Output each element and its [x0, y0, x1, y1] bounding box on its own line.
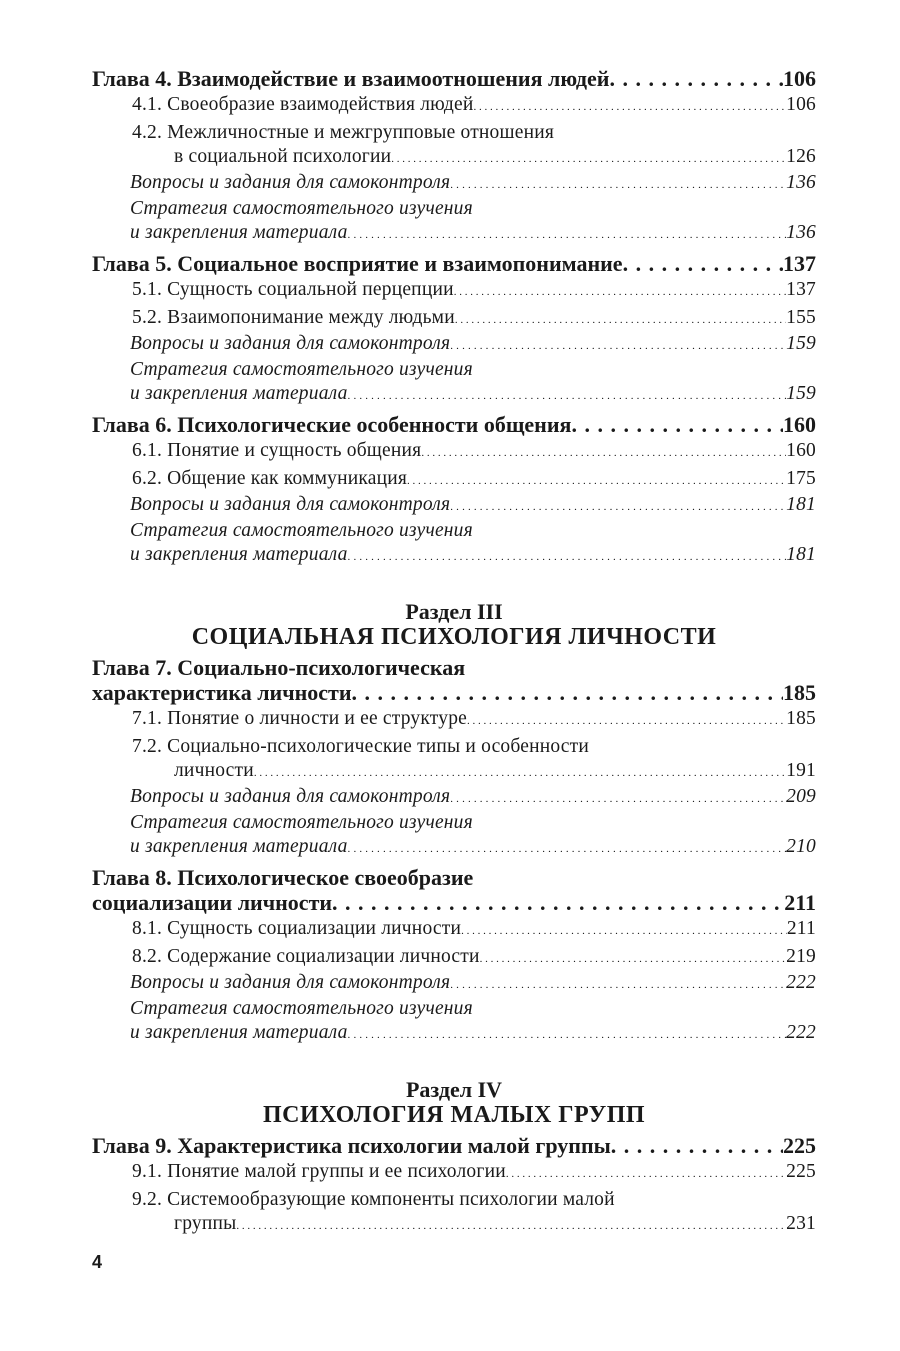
toc-section-entry[interactable]: [92, 121, 816, 171]
entry-page-number: 225: [783, 1133, 816, 1158]
toc-section-entry[interactable]: [92, 467, 816, 493]
toc-section-entry[interactable]: [92, 93, 816, 119]
entry-title: и закрепления материала: [130, 544, 348, 565]
entry-title: 7.1. Понятие о личности и ее структуре: [132, 708, 467, 729]
entry-title: Глава 5. Социальное восприятие и взаимопонимание: [92, 251, 623, 276]
entry-page-number: 136: [786, 172, 816, 193]
entry-page-number: 126: [786, 146, 816, 167]
dot-leader: [348, 1023, 787, 1047]
entry-title: Вопросы и задания для самоконтроля: [130, 972, 451, 993]
entry-page-number: 185: [783, 680, 816, 705]
entry-page-number: 211: [786, 918, 816, 939]
entry-page-number: 106: [786, 94, 816, 115]
part-title: ПСИХОЛОГИЯ МАЛЫХ ГРУПП: [262, 1102, 646, 1128]
entry-title: Стратегия самостоятельного изучения: [130, 998, 473, 1019]
entry-page-number: 175: [786, 468, 816, 489]
entry-title: Стратегия самостоятельного изучения: [130, 359, 473, 380]
toc-section-entry[interactable]: [92, 707, 816, 733]
entry-title: 5.2. Взаимопонимание между людьми: [132, 307, 455, 328]
dot-leader: [450, 173, 786, 197]
part-number: Раздел III: [405, 599, 503, 624]
entry-page-number: 231: [786, 1213, 816, 1234]
toc-study-entry[interactable]: [92, 785, 816, 811]
toc-chapter-entry[interactable]: [92, 412, 816, 437]
dot-leader: [332, 890, 784, 915]
entry-page-number: 211: [784, 890, 816, 915]
entry-title: и закрепления материала: [130, 1022, 348, 1043]
toc-chapter-entry[interactable]: [92, 251, 816, 276]
entry-title: и закрепления материала: [130, 836, 348, 857]
toc-chapter-entry[interactable]: [92, 655, 816, 705]
toc-section-entry[interactable]: [92, 306, 816, 332]
toc-study-entry[interactable]: [92, 519, 816, 569]
dot-leader: [611, 1133, 783, 1158]
entry-title: характеристика личности: [92, 680, 352, 705]
dot-leader: [254, 761, 786, 785]
dot-leader: [348, 384, 787, 408]
entry-title: личности: [174, 760, 254, 781]
dot-leader: [236, 1214, 786, 1238]
entry-title: Глава 4. Взаимодействие и взаимоотношения людей: [92, 66, 610, 91]
entry-title: и закрепления материала: [130, 222, 348, 243]
entry-title: 4.1. Своеобразие взаимодействия людей: [132, 94, 474, 115]
entry-title: Стратегия самостоятельного изучения: [130, 198, 473, 219]
toc-study-entry[interactable]: [92, 971, 816, 997]
entry-title: 9.1. Понятие малой группы и ее психологии: [132, 1161, 506, 1182]
toc-section-entry[interactable]: [92, 1160, 816, 1186]
dot-leader: [480, 947, 787, 971]
toc-study-entry[interactable]: [92, 171, 816, 197]
entry-page-number: 185: [786, 708, 816, 729]
entry-title: социализации личности: [92, 890, 333, 915]
entry-page-number: 181: [786, 544, 816, 565]
toc-chapter-entry[interactable]: [92, 865, 816, 915]
entry-title: Вопросы и задания для самоконтроля: [130, 494, 451, 515]
entry-page-number: 136: [786, 222, 816, 243]
part-title: СОЦИАЛЬНАЯ ПСИХОЛОГИЯ ЛИЧНОСТИ: [191, 624, 717, 650]
dot-leader: [348, 545, 787, 569]
entry-title: Глава 6. Психологические особенности общения: [92, 412, 572, 437]
entry-title: Глава 9. Характеристика психологии малой группы: [92, 1133, 611, 1158]
entry-title: группы: [174, 1213, 237, 1234]
part-heading: [92, 599, 816, 651]
entry-title: Вопросы и задания для самоконтроля: [130, 333, 451, 354]
entry-title: Стратегия самостоятельного изучения: [130, 520, 473, 541]
entry-title: Вопросы и задания для самоконтроля: [130, 786, 451, 807]
entry-page-number: 160: [783, 412, 816, 437]
entry-title: 4.2. Межличностные и межгрупповые отношения: [132, 122, 555, 143]
dot-leader: [450, 787, 786, 811]
dot-leader: [474, 95, 787, 119]
toc-chapter-entry[interactable]: [92, 1133, 816, 1158]
dot-leader: [348, 837, 787, 861]
entry-page-number: 181: [786, 494, 816, 515]
toc-study-entry[interactable]: [92, 997, 816, 1047]
entry-page-number: 222: [786, 1022, 816, 1043]
dot-leader: [450, 334, 786, 358]
entry-page-number: 209: [786, 786, 816, 807]
toc-study-entry[interactable]: [92, 811, 816, 861]
entry-page-number: 159: [786, 333, 816, 354]
entry-page-number: 159: [786, 383, 816, 404]
entry-page-number: 225: [786, 1161, 816, 1182]
dot-leader: [352, 680, 783, 705]
entry-page-number: 191: [786, 760, 816, 781]
dot-leader: [450, 973, 786, 997]
toc-study-entry[interactable]: [92, 358, 816, 408]
toc-section-entry[interactable]: [92, 1188, 816, 1238]
entry-page-number: 106: [783, 66, 816, 91]
entry-title: 6.1. Понятие и сущность общения: [132, 440, 422, 461]
entry-title: в социальной психологии: [174, 146, 392, 167]
dot-leader: [454, 280, 786, 304]
entry-page-number: 137: [783, 251, 816, 276]
entry-title: Глава 8. Психологическое своеобразие: [92, 865, 474, 890]
toc-chapter-entry[interactable]: [92, 66, 816, 91]
entry-page-number: 137: [786, 279, 816, 300]
entry-title: 8.2. Содержание социализации личности: [132, 946, 480, 967]
dot-leader: [506, 1162, 786, 1186]
entry-title: и закрепления материала: [130, 383, 348, 404]
part-heading: [92, 1077, 816, 1129]
entry-title: 5.1. Сущность социальной перцепции: [132, 279, 454, 300]
table-of-contents: [92, 62, 816, 1238]
entry-page-number: 219: [786, 946, 816, 967]
entry-title: Вопросы и задания для самоконтроля: [130, 172, 451, 193]
toc-section-entry[interactable]: [92, 735, 816, 785]
dot-leader: [467, 709, 786, 733]
entry-title: 6.2. Общение как коммуникация: [132, 468, 408, 489]
entry-title: Стратегия самостоятельного изучения: [130, 812, 473, 833]
entry-page-number: 155: [786, 307, 816, 328]
dot-leader: [348, 223, 787, 247]
toc-section-entry[interactable]: [92, 917, 816, 943]
toc-study-entry[interactable]: [92, 332, 816, 358]
entry-page-number: 160: [786, 440, 816, 461]
dot-leader: [571, 412, 783, 437]
toc-study-entry[interactable]: [92, 493, 816, 519]
toc-section-entry[interactable]: [92, 945, 816, 971]
entry-page-number: 210: [786, 836, 816, 857]
dot-leader: [407, 469, 786, 493]
toc-section-entry[interactable]: [92, 278, 816, 304]
dot-leader: [455, 308, 786, 332]
entry-title: 9.2. Системообразующие компоненты психологии малой: [132, 1189, 615, 1210]
entry-page-number: 222: [786, 972, 816, 993]
toc-study-entry[interactable]: [92, 197, 816, 247]
entry-title: 7.2. Социально-психологические типы и особенности: [132, 736, 590, 757]
entry-title: 8.1. Сущность социализации личности: [132, 918, 462, 939]
dot-leader: [450, 495, 786, 519]
dot-leader: [391, 147, 786, 171]
dot-leader: [421, 441, 786, 465]
toc-section-entry[interactable]: [92, 439, 816, 465]
entry-title: Глава 7. Социально-психологическая: [92, 655, 466, 680]
dot-leader: [609, 66, 783, 91]
part-number: Раздел IV: [405, 1077, 503, 1102]
dot-leader: [461, 919, 787, 943]
dot-leader: [623, 251, 783, 276]
page-number: 4: [92, 1252, 103, 1272]
